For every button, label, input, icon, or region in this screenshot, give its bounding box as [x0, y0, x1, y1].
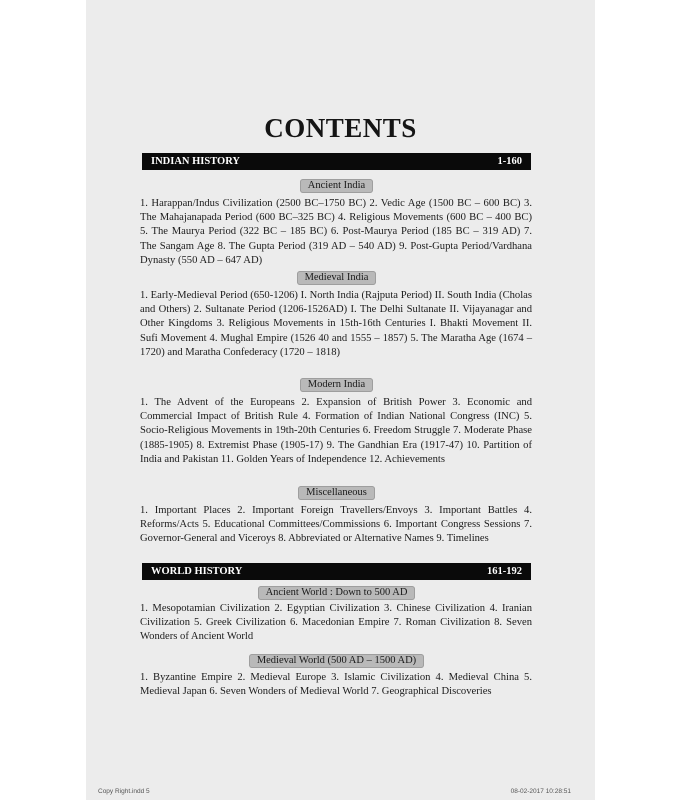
subheading-medieval-india	[142, 270, 531, 285]
topic-list-ancient-world: 1. Mesopotamian Civilization 2. Egyptian Civilization 3. Chinese Civilization 4. Iranian Civilization 5. Greek Civilization 6. Macedonian Empire 7. Roman Civilization 8. Seven Wonders of Ancient World	[140, 603, 532, 643]
subheading-label: Medieval World (500 AD – 1500 AD)	[249, 654, 424, 668]
subheading-modern-india	[142, 377, 531, 392]
topic-list-ancient-india: 1. Harappan/Indus Civilization (2500 BC–1750 BC) 2. Vedic Age (1500 BC – 600 BC) 3. The Mahajanapada Period (600 BC–325 BC) 4. Religious Movements (600 BC – 400 BC) 5. The Maurya Period (322 BC – 185 BC) 6. Post-Maurya Period (185 BC – 319 AD) 7. The Sangam Age 8. The Gupta Period (319 AD – 540 AD) 9. Post-Gupta Period/Vardhana Dynasty (550 AD – 647 AD)	[140, 198, 532, 266]
topic-list-medieval-india: 1. Early-Medieval Period (650-1206) I. North India (Rajputa Period) II. South India (Cholas and Others) 2. Sultanate Period (1206-1526AD) I. The Delhi Sultanate II. Vijayanagar and Other Kingdoms 3. Religious Movements in 15th-16th Centuries I. Bhakti Movement II. Sufi Movement 4. Mughal Empire (1526 40 and 1555 – 1857) 5. The Maratha Age (1674 –1720) and Maratha Confederacy (1720 – 1818)	[140, 290, 532, 358]
section-header-world-history	[142, 563, 531, 580]
section-page-range: 161-192	[487, 566, 522, 577]
section-header-indian-history	[142, 153, 531, 170]
subheading-label: Ancient India	[300, 179, 373, 193]
subheading-ancient-world	[142, 585, 531, 600]
subheading-label: Medieval India	[297, 271, 377, 285]
footer-file-name: Copy Right.indd 5	[98, 788, 150, 795]
page-title: CONTENTS	[264, 113, 417, 143]
subheading-label: Ancient World : Down to 500 AD	[258, 586, 416, 600]
subheading-ancient-india	[142, 178, 531, 193]
subheading-label: Modern India	[300, 378, 373, 392]
section-heading: WORLD HISTORY	[151, 566, 243, 577]
topic-list-miscellaneous: 1. Important Places 2. Important Foreign Travellers/Envoys 3. Important Battles 4. Reforms/Acts 5. Educational Committees/Commissions 6. Important Congress Sessions 7. Governor-General and Viceroys 8. Abbreviated or Alternative Names 9. Timelines	[140, 505, 532, 545]
subheading-medieval-world	[142, 653, 531, 668]
topic-list-modern-india: 1. The Advent of the Europeans 2. Expansion of British Power 3. Economic and Commercial Impact of British Rule 4. Formation of Indian National Congress (INC) 5. Socio-Religious Movements in 19th-20th Centuries 6. Freedom Struggle 7. Moderate Phase (1885-1905) 8. Extremist Phase (1905-17) 9. The Gandhian Era (1917-47) 10. Partition of India and Pakistan 11. Golden Years of Independence 12. Achievements	[140, 397, 532, 465]
subheading-miscellaneous	[142, 485, 531, 500]
section-heading: INDIAN HISTORY	[151, 156, 240, 167]
section-page-range: 1-160	[497, 156, 522, 167]
footer-timestamp: 08-02-2017 10:28:51	[510, 788, 571, 795]
topic-list-medieval-world: 1. Byzantine Empire 2. Medieval Europe 3. Islamic Civilization 4. Medieval China 5. Medieval Japan 6. Seven Wonders of Medieval World 7. Geographical Discoveries	[140, 672, 532, 698]
subheading-label: Miscellaneous	[298, 486, 375, 500]
